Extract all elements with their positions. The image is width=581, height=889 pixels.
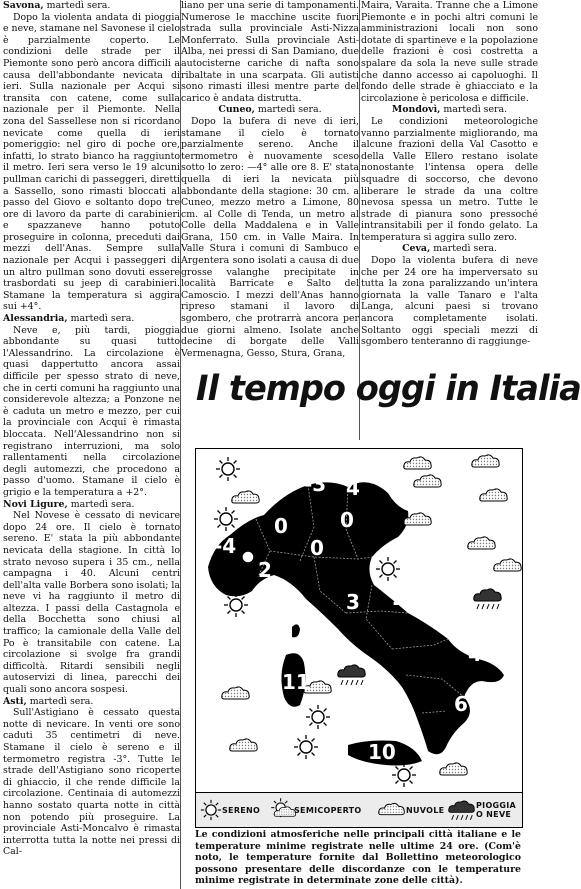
article-column-2 — [181, 0, 359, 359]
sun-icon — [306, 705, 330, 729]
paragraph-asti-continued: liano per una serie di tamponamenti. Numerose le macchine uscite fuori strada sulla provinciale Asti-Nizza Monferrato. Sulla provinciale Asti-Alba, nei pressi di San Damiano, due autocisterne cariche di nafta sono ribaltate in una scarpata. Gli autisti sono rimasti illesi mentre parte del carico è andata distrutta. — [181, 0, 359, 104]
weather-map-box — [195, 448, 523, 828]
dateline-cuneo: Cuneo, martedì sera. — [218, 104, 322, 116]
cloud-icon — [414, 475, 441, 487]
temp-label: -4 — [214, 534, 237, 558]
paragraph-asti: Sull'Astigiano è cessato questa notte di nevicare. In venti ore sono caduti 35 centimetri di neve. Stamane il cielo è sereno e il termometro registra -3°. Tutte le strade dell'Astigiano sono ricoperte di ghiaccio, il che rende difficile la circolazione. Centinaia di automezzi hanno sostato quarta notte in città non potendo più proseguire. La provinciale Asti-Moncalvo è rimasta interrotta tutta la notte nei pressi di Cal- — [3, 707, 180, 858]
paragraph-novi: Nel Novese è cessato di nevicare dopo 24 ore. Il cielo è tornato sereno. E' stata la più abbondante nevicata della stagione. In città lo strato nevoso supera i 35 cm., nella campagna i 40. Alcuni centri dell'alta valle Borbera sono isolati; la neve vi ha raggiunto il metro di altezza. I passi della Castagnola e della Bocchetta sono chiusi al traffico; la camionale della Valle del Po è transitabile con catene. La circolazione si svolge fra grandi difficoltà. Ritardi sensibili negli autoservizi di linea, parecchi dei quali sono ancora sospesi. — [3, 510, 180, 696]
dateline-alessandria: Alessandria, martedì sera. — [3, 313, 135, 325]
temp-label: 4 — [346, 476, 360, 500]
article-column-3 — [361, 0, 538, 348]
partly-cloudy-icon — [272, 799, 294, 821]
cloud-icon — [222, 687, 249, 699]
sun-icon — [214, 507, 238, 531]
paragraph-ceva: Dopo la violenta bufera di neve che per 24 ore ha imperversato su tutta la zona paralizzando un'intera giornata la valle Tanaro e l'alta Langa, alcuni paesi si trovano ancora completamente isolati. Soltanto oggi speciali mezzi di sgombero tenteranno di raggiunge- — [361, 255, 538, 348]
cloud-icon — [440, 763, 467, 775]
temp-label: 11 — [282, 670, 310, 694]
temp-label: 10 — [368, 740, 396, 764]
sun-icon — [200, 799, 222, 821]
dateline-mondovi: Mondovì, martedì sera. — [391, 104, 508, 116]
dateline-asti: Asti, martedì sera. — [3, 695, 94, 707]
paragraph-savona: Dopo la violenta andata di pioggia e neve, stamane nel Savonese il cielo è parzialmente coperto. Le condizioni delle strade per il Piemonte sono però ancora difficili a causa dell'abbondante nevicata di ieri. Sulla nazionale per Acqui si transita con catene, come sulla nazionale per il Piemonte. Nella zona del Sassellese non si ricordano nevicate come quella di ieri pomeriggio: nel giro di poche ore, infatti, lo strato bianco ha raggiunto il metro. Ieri sera verso le 19 alcuni pullman carichi di passeggeri, diretti a Sassello, sono rimasti bloccati al passo del Giovo e soltanto dopo tre ore di lavoro da parte di carabinieri e spazzaneve hanno potuto proseguire in colonna, preceduti dai mezzi dell'Anas. Sempre sulla nazionale per Acqui i passeggeri di un altro pullman sono dovuti essere trasbordati su jeep di carabinieri. Stamane la temperatura si aggira sui +4°. — [3, 11, 180, 313]
map-legend — [196, 792, 522, 827]
cloud-icon — [232, 491, 259, 503]
paragraph-mondovi: Le condizioni meteorologiche vanno parzialmente migliorando, ma alcune frazioni della Val Casotto e della Valle Ellero restano isolate nonostante l'intensa opera delle squadre di soccorso, che devono liberare le strade da una coltre nevosa spessa un metro. Tutte le strade di pianura sono pressoché intransitabili per il fondo gelato. La temperatura si aggira sullo zero. — [361, 115, 538, 243]
dateline-novi: Novi Ligure, martedì sera. — [3, 498, 135, 510]
paragraph-alessandria: Neve e, più tardi, pioggia abbondante su quasi tutto l'Alessandrino. La circolazione è quasi dappertutto ancora assai difficile per spesso strato di neve, che in certi comuni ha raggiunto una considerevole altezza; a Ponzone ne è caduta un metro e mezzo, per cui la provinciale con Acqui è rimasta bloccata. Nell'Alessandrino non si registrano interruzioni, ma solo rallentamenti nella circolazione degli automezzi, che procedono a passo d'uomo. Stamane il cielo è grigio e la temperatura a +2°. — [3, 324, 180, 498]
weather-headline: Il tempo oggi in Italia — [196, 369, 581, 409]
sun-icon — [216, 457, 240, 481]
temp-label: 0 — [340, 508, 354, 532]
temp-label: 4 — [468, 642, 482, 666]
italy-landmass — [208, 482, 504, 765]
paragraph-cuneo-continued: Maira, Varaita. Tranne che a Limone Piemonte e in pochi altri comuni le amministrazioni locali non sono dotate di spartineve e la popolazione delle frazioni è così costretta a spalare da sola la neve sulle strade che danno accesso ai capoluoghi. Il fondo delle strade è ghiacciato e la circolazione è pericolosa e difficile. — [361, 0, 538, 104]
article-column-1 — [3, 0, 180, 858]
cloud-icon — [378, 800, 406, 820]
temp-label: 2 — [258, 558, 272, 582]
dateline-savona: Savona, martedì sera. — [3, 0, 111, 11]
cloud-icon — [494, 559, 521, 571]
rain-icon — [474, 589, 501, 609]
temp-label: -3 — [304, 472, 327, 496]
legend-nuvole: NUVOLE — [378, 793, 444, 827]
cloud-icon — [468, 537, 495, 549]
rain-icon — [338, 665, 365, 685]
temp-label: 0 — [274, 514, 288, 538]
cloud-icon — [230, 739, 257, 751]
cloud-icon — [472, 455, 499, 467]
rain-icon — [448, 798, 476, 822]
sun-icon — [376, 557, 400, 581]
sun-icon — [224, 593, 248, 617]
cloud-icon — [480, 489, 507, 501]
cloud-icon — [404, 457, 431, 469]
sun-icon — [294, 735, 318, 759]
legend-semicoperto: SEMICOPERTO — [272, 793, 362, 827]
sun-icon — [392, 763, 416, 787]
dateline-ceva: Ceva, martedì sera. — [402, 243, 497, 255]
italy-weather-map — [196, 449, 522, 792]
temp-label: 0 — [310, 536, 324, 560]
paragraph-cuneo: Dopo la bufera di neve di ieri, stamane il cielo è tornato parzialmente sereno. Anche il termometro è nuovamente sceso sotto lo zero: —4° alle ore 8. E' stata quella di ieri la nevicata più abbondante della stagione: 30 cm. a Cuneo, mezzo metro a Limone, 80 cm. al Colle di Tenda, un metro al Colle della Maddalena e in Valle Grana, 150 cm. in Valle Maira. In Valle Stura i comuni di Sambuco e Argentera sono isolati a causa di due grosse valanghe precipitate in località Barricate e Salto del Camoscio. I mezzi dell'Anas hanno ripreso stamani il lavoro di sgombero, che protrarrà ancora per due giorni almeno. Isolate anche decine di borgate delle Valli Vermenagna, Gesso, Stura, Grana, — [181, 115, 359, 359]
legend-pioggia-neve: PIOGGIA O NEVE — [448, 793, 516, 827]
legend-sereno: SERENO — [200, 793, 260, 827]
temp-label: 3 — [346, 590, 360, 614]
map-caption: Le condizioni atmosferiche nelle principali città italiane e le temperature minime registrate nelle ultime 24 ore. (Com'è noto, le temperature fornite dal Bollettino meteorologico possono presentare delle discordanze con le temperature minime registrate in determinate zone delle città). — [195, 829, 521, 887]
temp-label: 2 — [238, 562, 252, 586]
temp-label: 6 — [454, 692, 468, 716]
temp-label: 2 — [392, 586, 406, 610]
temp-label: 5 — [418, 758, 432, 782]
